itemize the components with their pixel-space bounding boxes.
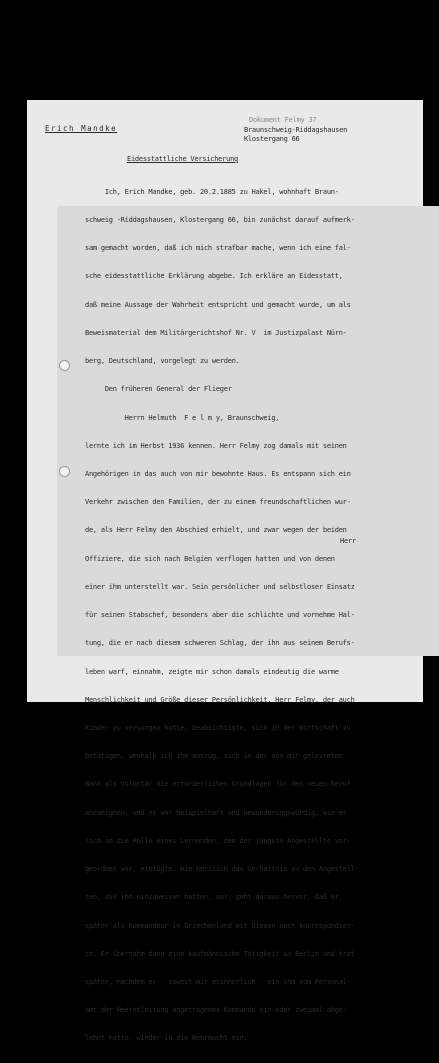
body-line: daß meine Aussage der Wahrheit entspricht und gemacht wurde, um als	[85, 300, 351, 309]
body-line: Verkehr zwischen den Familien, der zu einem freundschaftlichen wur-	[85, 498, 351, 507]
body-line: lernte ich im Herbst 1936 kennen. Herr Felmy zog damals mit seinen	[85, 441, 347, 450]
body-line: Herrn Helmuth F e l m y, Braunschweig,	[85, 413, 280, 422]
body-line: anzueignen, und es war beispielhaft und bewunderungswürdig, wie er	[85, 808, 347, 817]
body-line: tung, die er nach diesem schweren Schlag, der ihn aus seinem Berufs-	[85, 639, 355, 648]
body-line: einer ihm unterstellt war. Sein persönlicher und selbstloser Einsatz	[85, 582, 355, 591]
body-line: te. Er übernahm dann eine kaufmännische Tätigkeit in Berlin und trat	[85, 949, 355, 958]
address-line-1: Braunschweig-Riddagshausen	[244, 126, 348, 134]
body-line: für seinen Stabschef, besonders aber die schlichte und vornehme Hal-	[85, 611, 355, 620]
body-line: berg, Deutschland, vorgelegt zu werden.	[85, 357, 240, 366]
body-line: betätigen, weshalb ich ihm antrug, sich in der von mir geleiteten	[85, 752, 343, 761]
body-line: geordnet war, einfügte. Wie herzlich das Verhältnis zu den Angestell-	[85, 865, 359, 874]
document-page	[27, 100, 423, 1043]
punch-hole	[59, 466, 70, 477]
body-line: Menschlichkeit und Größe dieser Persönlichkeit. Herr Felmy, der auch	[85, 695, 355, 704]
page-footer-continuation: Herr	[340, 537, 356, 545]
body-line: Angehörigen in das auch von mir bewohnte Haus. Es entspann sich ein	[85, 470, 351, 478]
body-line: lehnt hatte, wieder in die Wehrmacht ein.	[85, 1034, 248, 1043]
body-line: sam gemacht worden, daß ich mich strafbar mache, wenn ich eine fal-	[85, 244, 351, 253]
document-title: Eidesstattliche Versicherung	[127, 155, 239, 163]
body-line: de, als Herr Felmy den Abschied erhielt, und zwar wegen der beiden	[85, 526, 347, 535]
body-line: Den früheren General der Flieger	[85, 385, 232, 394]
address-line-2: Klostergang 66	[244, 135, 300, 143]
body-line: amt der Heeresleitung angetragenes Kommando ein-oder zweimal abge-	[85, 1006, 347, 1015]
body-line: schweig -Riddagshausen, Klostergang 66, bin zunächst darauf aufmerk-	[85, 216, 355, 225]
body-line: Kinder zu versorgen hatte, beabsichtigte, sich in der Wirtschaft zu	[85, 723, 351, 732]
document-body	[85, 169, 359, 1063]
document-label: Dokument Felmy 37	[249, 116, 317, 124]
body-line: Ich, Erich Mandke, geb. 20.2.1885 zu Hakel, wohnhaft Braun-	[85, 187, 339, 196]
body-line: Offiziere, die sich nach Belgien verflogen hatten und von denen	[85, 554, 335, 563]
body-line: sche eidesstattliche Erklärung abgebe. Ich erkläre an Eidesstatt,	[85, 272, 343, 281]
body-line: Bank als Volontär die erforderlichen Grundlagen für den neuen Beruf	[85, 780, 351, 789]
body-line: später als Kommandeur in Griechenland mit diesen noch korrespondier-	[85, 921, 355, 930]
body-line: ten, die ihn einzuweisen hatten, war, geht daraus hervor, daß er	[85, 893, 339, 902]
sender-name: Erich Mandke	[45, 124, 118, 133]
punch-hole	[59, 360, 70, 371]
body-line: leben warf, einnahm, zeigte mir schon damals eindeutig die warme	[85, 667, 339, 676]
body-line: später, nachdem er - soweit mir erinnerlich - ein ihm vom Personal-	[85, 977, 351, 986]
body-line: Beweismaterial dem Militärgerichtshof Nr. V im Justizpalast Nürn-	[85, 328, 347, 337]
body-line: sich in die Rolle eines Lernenden, dem der jüngste Angestellte vor-	[85, 836, 351, 845]
